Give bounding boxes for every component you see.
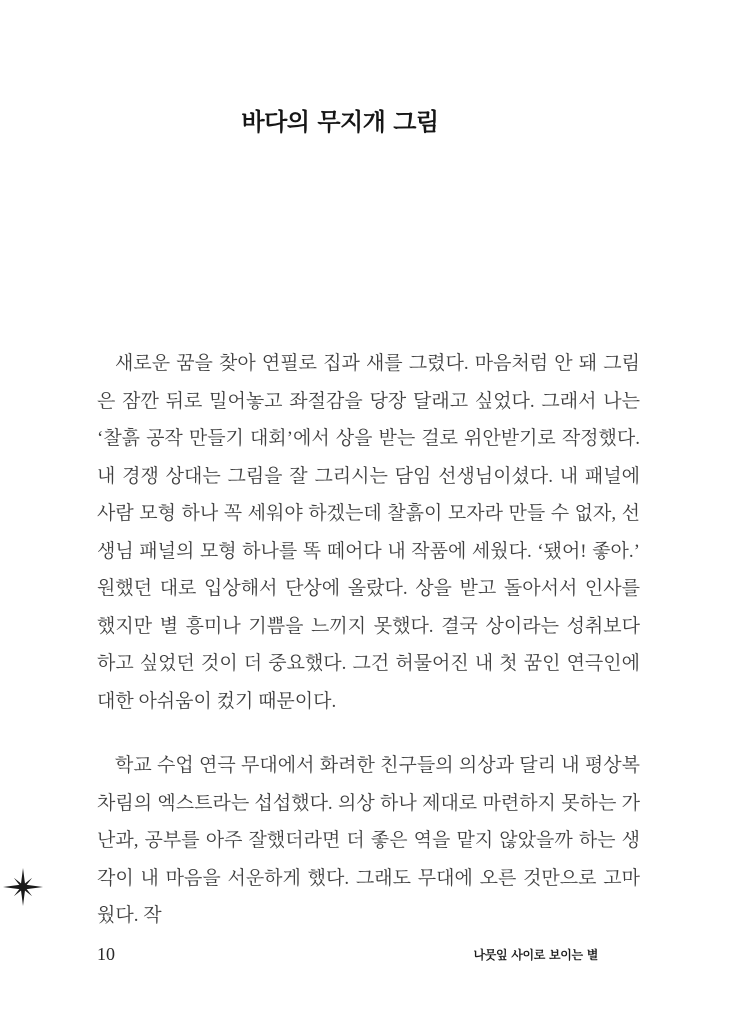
body-paragraph: 새로운 꿈을 찾아 연필로 집과 새를 그렸다. 마음처럼 안 돼 그림은 잠깐 뒤로 밀어놓고 좌절감을 당장 달래고 싶었다. 그래서 나는 ‘찰흙 공작 만들기 대회’에서 상을 받는 걸로 위안받기로 작정했다. 내 경쟁 상대는 그림을 잘 그리시는 담임 선생님이셨다. 내 패널에 사람 모형 하나 꼭 세워야 하겠는데 찰흙이 모자라 만들 수 없자, 선생님 패널의 모형 하나를 똑 떼어다 내 작품에 세웠다. ‘됐어! 좋아.’ 원했던 대로 입상해서 단상에 올랐다. 상을 받고 돌아서서 인사를 했지만 별 흥미나 기쁨을 느끼지 못했다. 결국 상이라는 성취보다 하고 싶었던 것이 더 중요했다. 그건 허물어진 내 첫 꿈인 연극인에 대한 아쉬움이 컸기 때문이다. — [97, 353, 640, 712]
chapter-title: 바다의 무지개 그림 — [241, 108, 439, 136]
page-number: 10 — [97, 944, 115, 964]
body-text — [97, 345, 640, 935]
running-title: 나뭇잎 사이로 보이는 별 — [473, 948, 598, 962]
sparkle-star-icon — [3, 867, 43, 907]
body-paragraph: 학교 수업 연극 무대에서 화려한 친구들의 의상과 달리 내 평상복 차림의 엑스트라는 섭섭했다. 의상 하나 제대로 마련하지 못하는 가난과, 공부를 아주 잘했더라면 더 좋은 역을 맡지 않았을까 하는 생각이 내 마음을 서운하게 했다. 그래도 무대에 오른 것만으로 고마웠다. 작 — [97, 755, 640, 926]
